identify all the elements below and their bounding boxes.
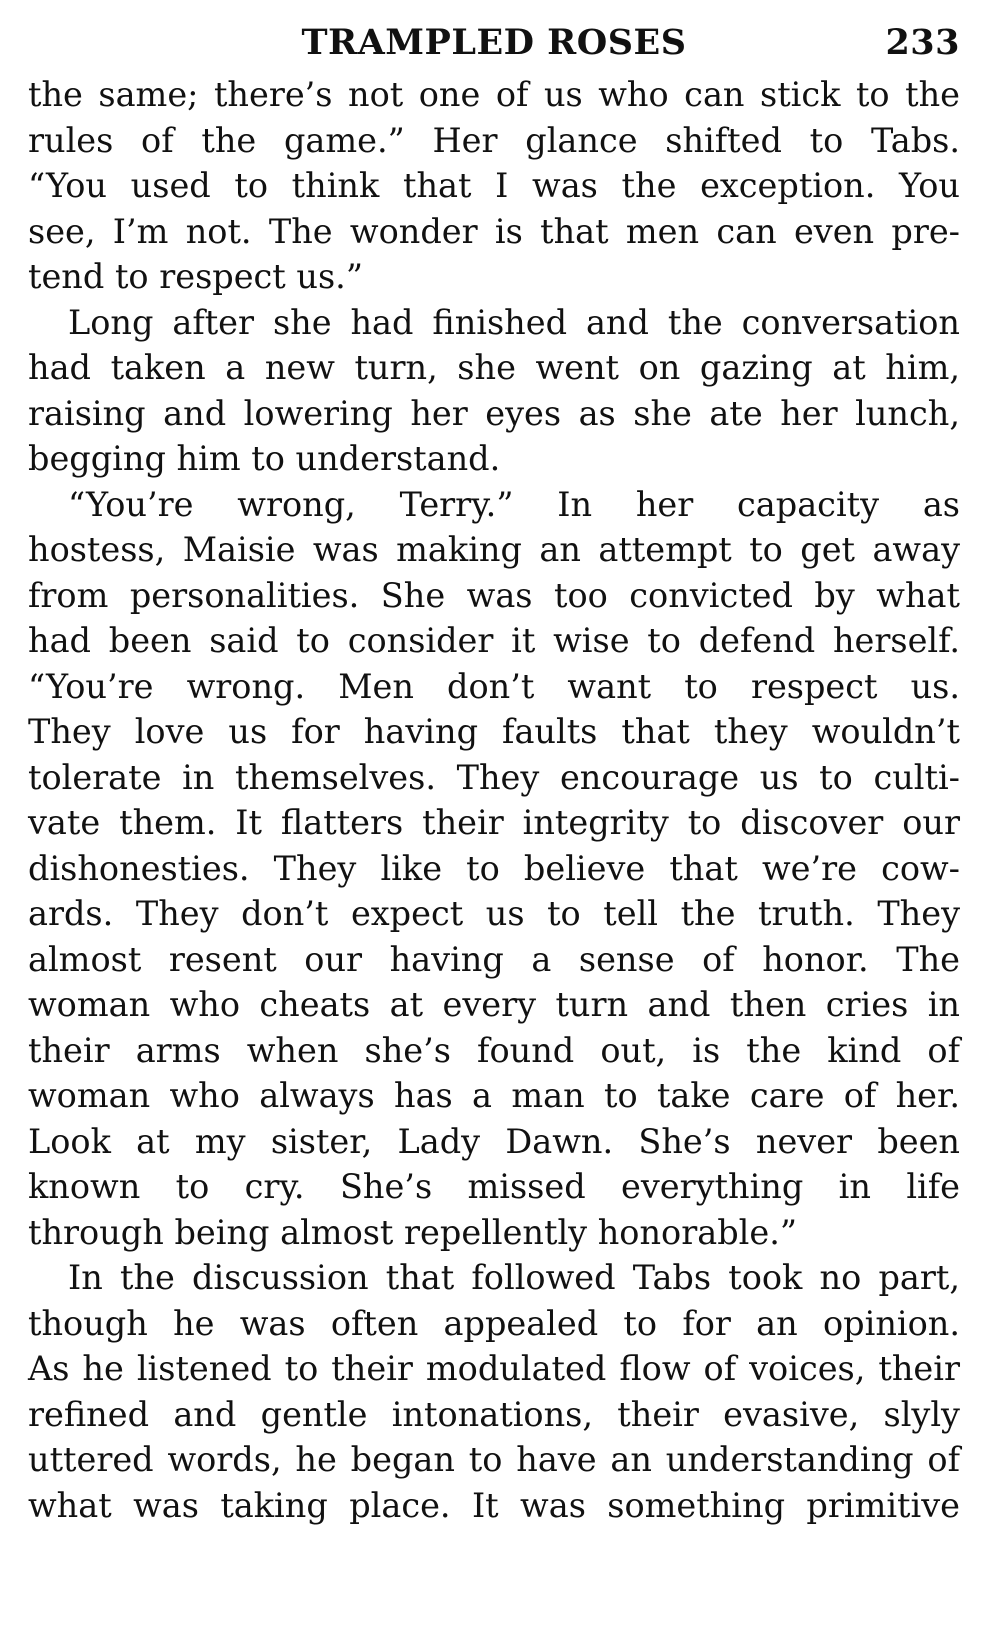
page-number: 233: [885, 22, 960, 63]
text-line: tolerate in themselves. They encourage us to culti-: [28, 757, 960, 797]
text-line: Long after she had finished and the conversation: [68, 302, 960, 342]
text-line: woman who always has a man to take care of her.: [28, 1076, 960, 1115]
text-line: woman who cheats at every turn and then cries in: [28, 985, 960, 1024]
text-line: had been said to consider it wise to defend herself.: [28, 621, 960, 660]
text-line: see, I’m not. The wonder is that men can even pre-: [28, 211, 960, 251]
text-line: uttered words, he began to have an understanding of: [28, 1440, 960, 1479]
text-line: They love us for having faults that they wouldn’t: [28, 712, 960, 751]
text-line: their arms when she’s found out, is the kind of: [28, 1030, 960, 1070]
paragraph: [28, 482, 960, 1256]
body-text: [28, 72, 960, 1528]
paragraph-continued: [28, 72, 960, 300]
text-line: ards. They don’t expect us to tell the truth. They: [28, 894, 960, 933]
text-line: refined and gentle intonations, their evasive, slyly: [28, 1394, 960, 1434]
paragraph: [28, 1255, 960, 1528]
text-line: what was taking place. It was something primitive: [28, 1485, 960, 1525]
text-line: In the discussion that followed Tabs took no part,: [68, 1258, 960, 1297]
text-line: “You’re wrong, Terry.” In her capacity as: [68, 484, 960, 524]
text-line: tend to respect us.”: [28, 257, 363, 296]
text-line: though he was often appealed to for an opinion.: [28, 1303, 960, 1343]
text-line: As he listened to their modulated flow of voices, their: [28, 1349, 960, 1388]
text-line: raising and lowering her eyes as she ate her lunch,: [28, 393, 960, 433]
text-line: dishonesties. They like to believe that we’re cow-: [28, 848, 960, 888]
text-line: known to cry. She’s missed everything in life: [28, 1167, 960, 1206]
text-line: begging him to understand.: [28, 439, 501, 478]
text-line: rules of the game.” Her glance shifted to Tabs.: [28, 120, 960, 160]
text-line: had taken a new turn, she went on gazing at him,: [28, 348, 960, 387]
text-line: the same; there’s not one of us who can stick to the: [28, 75, 960, 114]
text-line: hostess, Maisie was making an attempt to get away: [28, 530, 960, 569]
text-line: almost resent our having a sense of honor. The: [28, 939, 960, 979]
text-line: Look at my sister, Lady Dawn. She’s never been: [28, 1121, 960, 1161]
text-line: vate them. It flatters their integrity to discover our: [28, 803, 960, 842]
text-line: from personalities. She was too convicted by what: [28, 575, 960, 615]
text-line: “You used to think that I was the exception. You: [28, 166, 960, 205]
text-line: “You’re wrong. Men don’t want to respect us.: [28, 666, 960, 706]
paragraph: [28, 300, 960, 482]
running-head: [28, 14, 960, 66]
text-line: through being almost repellently honorable.”: [28, 1212, 797, 1252]
running-title: TRAMPLED ROSES: [301, 22, 687, 63]
